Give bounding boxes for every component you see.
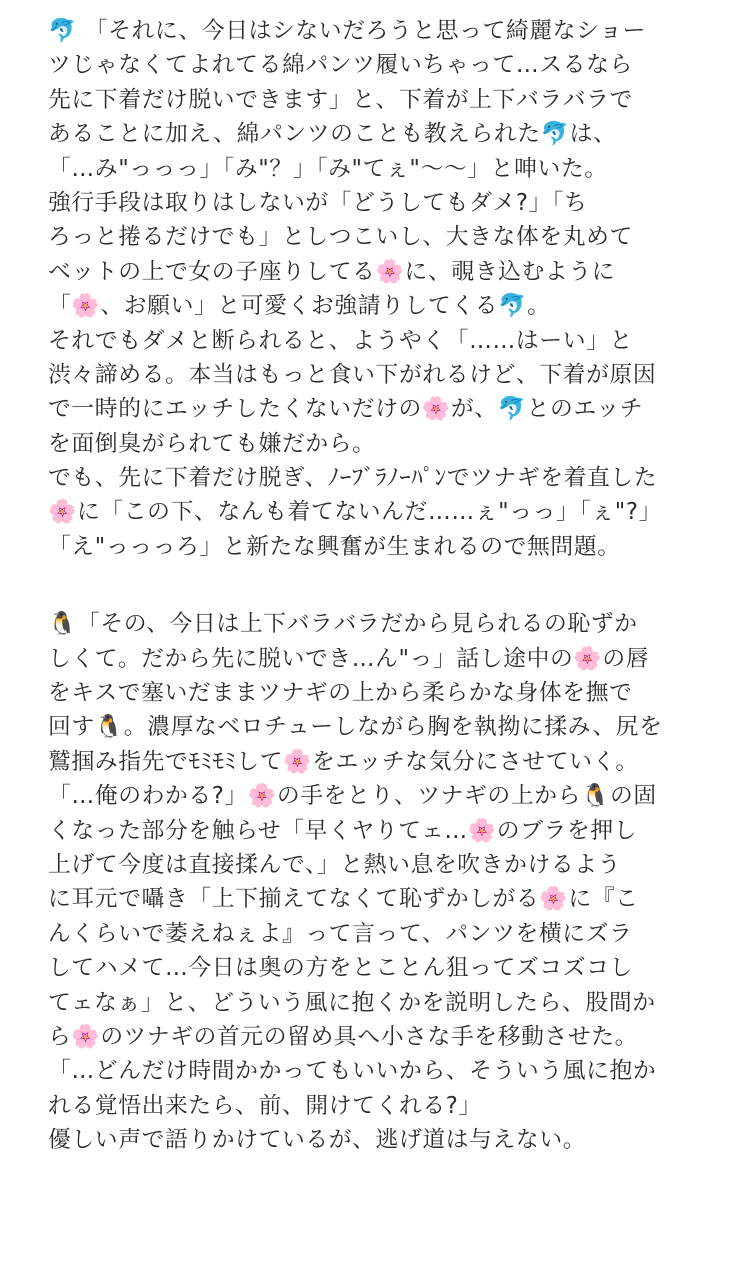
text-line: 「…み"っっっ」「み"？」「み"てぇ"〜〜」と呻いた。 — [48, 155, 608, 182]
paragraph-dolphin — [48, 14, 720, 564]
text-line: をキスで塞いだままツナギの上から柔らかな身体を撫で — [48, 680, 633, 707]
text-line: ベットの上で女の子座りしてる🌸に、覗き込むように — [48, 258, 616, 285]
text-line: ツじゃなくてよれてる綿パンツ履いちゃって…スるなら — [48, 52, 633, 79]
text-line: 渋々諦める。本当はもっと食い下がれるけど、下着が原因 — [48, 361, 657, 388]
text-line: 回す🐧。濃厚なベロチューしながら胸を執拗に揉み、尻を — [48, 714, 663, 741]
text-line: 先に下着だけ脱いできます」と、下着が上下バラバラで — [48, 86, 633, 113]
text-line: てェなぁ」と、どういう風に抱くかを説明したら、股間か — [48, 989, 656, 1016]
text-line: んくらいで萎えねぇよ』って言って、パンツを横にズラ — [48, 920, 633, 947]
text-line: しくて。だから先に脱いでき…ん"っ」話し途中の🌸の唇 — [48, 645, 650, 672]
text-line: 🌸に「この下、なんも着てないんだ……ぇ"っっ」「ぇ"?」 — [48, 499, 662, 526]
text-line: あることに加え、綿パンツのことも教えられた🐬は、 — [48, 121, 617, 148]
text-line: してハメて…今日は奥の方をとことん狙ってズコズコし — [48, 955, 633, 982]
text-line: 鷲掴み指先でﾓﾐﾓﾐして🌸をエッチな気分にさせていく。 — [48, 748, 639, 775]
text-line: 🐧「その、今日は上下バラバラだから見られるの恥ずか — [48, 611, 638, 638]
text-line: 「え"っっっろ」と新たな興奮が生まれるので無問題。 — [48, 533, 621, 560]
text-line: 「…どんだけ時間かかってもいいから、そういう風に抱か — [48, 1058, 657, 1085]
text-line: でも、先に下着だけ脱ぎ、ﾉｰﾌﾞﾗﾉｰﾊﾟﾝでツナギを着直した — [48, 465, 658, 492]
text-line: で一時的にエッチしたくないだけの🌸が、🐬とのエッチ — [48, 396, 644, 423]
text-line: 「…俺のわかる?」🌸の手をとり、ツナギの上から🐧の固 — [48, 783, 657, 810]
text-line: 強行手段は取りはしないが「どうしてもダメ?」「ち — [48, 189, 588, 216]
text-line: 優しい声で語りかけているが、逃げ道は与えない。 — [48, 1127, 587, 1154]
text-line: 🐬 「それに、今日はシないだろうと思って綺麗なショー — [48, 18, 646, 44]
text-line: 「🌸、お願い」と可愛くお強請りしてくる🐬。 — [48, 293, 551, 320]
text-line: れる覚悟出来たら、前、開けてくれる?」 — [48, 1092, 482, 1119]
text-line: を面倒臭がられても嫌だから。 — [48, 430, 376, 457]
text-line: ろっと捲るだけでも」としつこいし、大きな体を丸めて — [48, 224, 633, 251]
paragraph-gap — [48, 564, 720, 607]
text-line: ら🌸のツナギの首元の留め具へ小さな手を移動させた。 — [48, 1023, 639, 1050]
paragraph-penguin — [48, 607, 720, 1157]
text-line: 上げて今度は直接揉んで、」と熱い息を吹きかけるよう — [48, 851, 622, 878]
text-line: くなった部分を触らせ「早くヤりてェ…🌸のブラを押し — [48, 817, 638, 844]
text-line: に耳元で囁き「上下揃えてなくて恥ずかしがる🌸に『こ — [48, 886, 639, 913]
text-line: それでもダメと断られると、ようやく「……はーい」と — [48, 327, 633, 354]
